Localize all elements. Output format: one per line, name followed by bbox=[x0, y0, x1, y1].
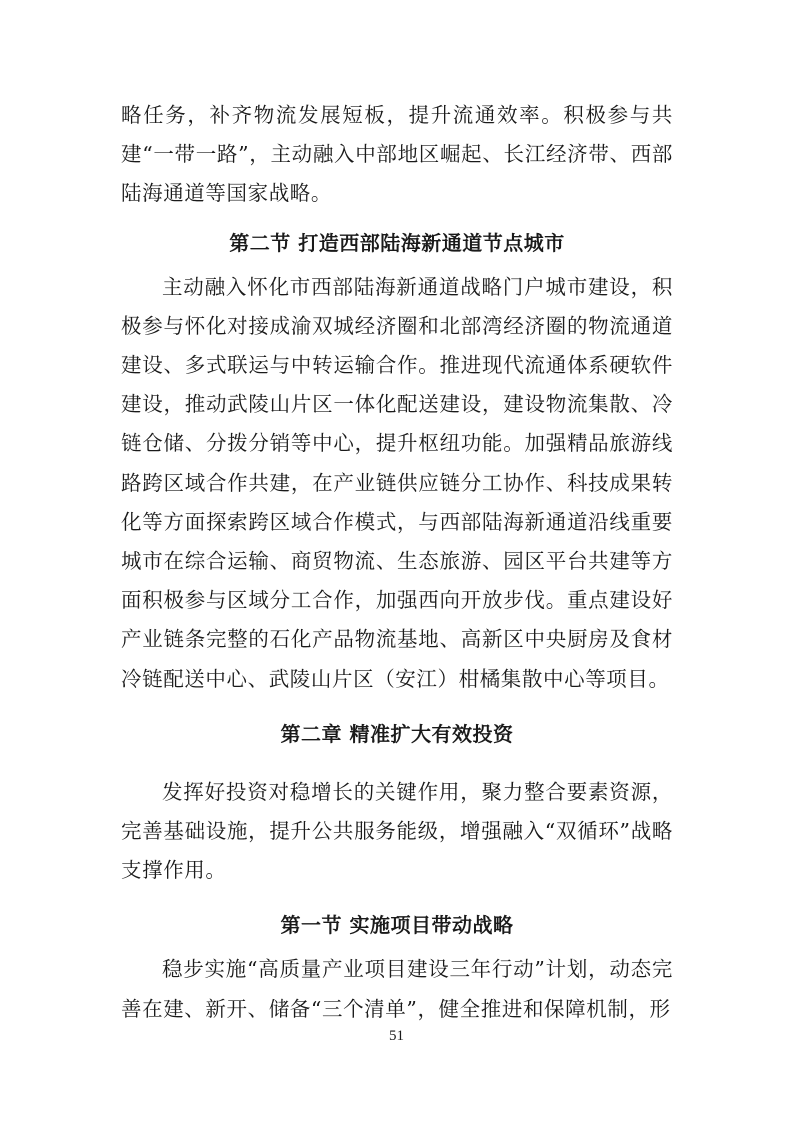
page-number: 51 bbox=[389, 1028, 404, 1044]
chapter-heading-investment: 第二章 精准扩大有效投资 bbox=[280, 721, 514, 746]
document-body bbox=[121, 96, 673, 1029]
section-heading-project-strategy: 第一节 实施项目带动战略 bbox=[280, 913, 514, 938]
section-heading-western-corridor: 第二节 打造西部陆海新通道节点城市 bbox=[229, 230, 565, 255]
paragraph-continued: 略任务，补齐物流发展短板，提升流通效率。积极参与共建“一带一路”，主动融入中部地区崛起、长江经济带、西部陆海通道等国家战略。 bbox=[121, 103, 673, 206]
paragraph-project-strategy: 稳步实施“高质量产业项目建设三年行动”计划，动态完善在建、新开、储备“三个清单”，健全推进和保障机制，形 bbox=[121, 957, 673, 1021]
paragraph-investment-intro: 发挥好投资对稳增长的关键作用，聚力整合要素资源，完善基础设施，提升公共服务能级，增强融入“双循环”战略支撑作用。 bbox=[121, 779, 673, 883]
paragraph-western-corridor: 主动融入怀化市西部陆海新通道战略门户城市建设，积极参与怀化对接成渝双城经济圈和北部湾经济圈的物流通道建设、多式联运与中转运输合作。推进现代流通体系硬软件建设，推动武陵山片区一体化配送建设，建设物流集散、冷链仓储、分拨分销等中心，提升枢纽功能。加强精品旅游线路跨区域合作共建，在产业链供应链分工协作、科技成果转化等方面探索跨区域合作模式，与西部陆海新通道沿线重要城市在综合运输、商贸物流、生态旅游、园区平台共建等方面积极参与区域分工合作，加强西向开放步伐。重点建设好产业链条完整的石化产品物流基地、高新区中央厨房及食材冷链配送中心、武陵山片区（安江）柑橘集散中心等项目。 bbox=[121, 274, 673, 691]
